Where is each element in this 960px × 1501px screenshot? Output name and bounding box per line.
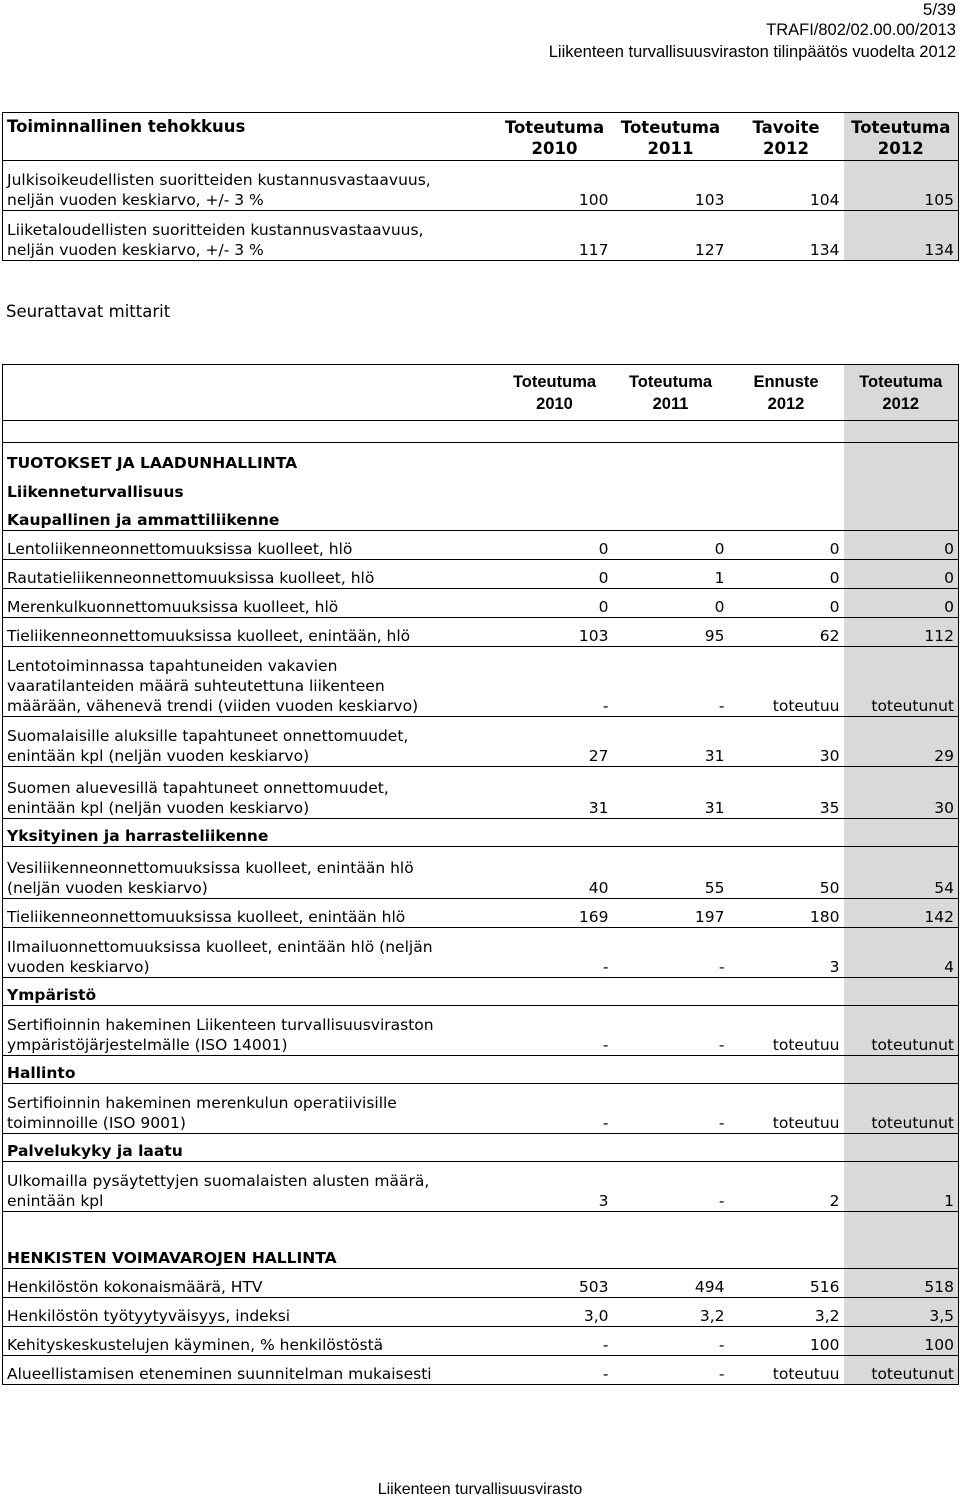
section-heading: Palvelukyky ja laatu [3, 1134, 497, 1162]
cell-value: 503 [497, 1269, 613, 1298]
cell-value: 3 [729, 928, 844, 978]
cell-value: 0 [497, 531, 613, 560]
section-title: Seurattavat mittarit [6, 302, 171, 321]
cell-value: 55 [613, 847, 729, 899]
section-heading-row [3, 1240, 959, 1269]
cell-value: - [497, 1327, 613, 1356]
section-heading-row [3, 473, 959, 502]
cell-value: 0 [613, 589, 729, 618]
table-row [3, 618, 959, 647]
table-header-row [3, 365, 959, 421]
cell-value: 0 [729, 589, 844, 618]
cell-value: - [613, 928, 729, 978]
row-label: Ilmailuonnettomuuksissa kuolleet, enintään hlö (neljän vuoden keskiarvo) [3, 928, 497, 978]
cell-value: - [497, 928, 613, 978]
cell-value: toteutunut [844, 647, 959, 717]
row-label: Lentoliikenneonnettomuuksissa kuolleet, hlö [3, 531, 497, 560]
table-row [3, 589, 959, 618]
cell-value: 112 [844, 618, 959, 647]
cell-value: 0 [497, 589, 613, 618]
document-title: Liikenteen turvallisuusviraston tilinpäätös vuodelta 2012 [548, 43, 956, 61]
page-footer: Liikenteen turvallisuusvirasto [377, 1481, 583, 1498]
cell-value: 3,0 [497, 1298, 613, 1327]
cell-value: 40 [497, 847, 613, 899]
cell-value: toteutunut [844, 1084, 959, 1134]
row-label: Tieliikenneonnettomuuksissa kuolleet, enintään hlö [3, 899, 497, 928]
row-label: Rautatieliikenneonnettomuuksissa kuolleet, hlö [3, 560, 497, 589]
table-row [3, 1269, 959, 1298]
cell-value: 117 [497, 211, 613, 261]
cell-value: 1 [613, 560, 729, 589]
column-header: Toteutuma 2012 [844, 113, 959, 161]
cell-value: 103 [613, 161, 729, 211]
cell-value: 518 [844, 1269, 959, 1298]
section-heading: Ympäristö [3, 978, 497, 1006]
cell-value: 169 [497, 899, 613, 928]
cell-value: 3,2 [613, 1298, 729, 1327]
cell-value: 29 [844, 717, 959, 767]
cell-value: 0 [844, 589, 959, 618]
cell-value: 3 [497, 1162, 613, 1212]
row-label: Merenkulkuonnettomuuksissa kuolleet, hlö [3, 589, 497, 618]
cell-value: 0 [729, 531, 844, 560]
cell-value: 197 [613, 899, 729, 928]
table-row [3, 1356, 959, 1385]
column-header: Tavoite 2012 [729, 113, 844, 161]
column-header: Toteutuma 2011 [613, 113, 729, 161]
cell-value: 35 [729, 767, 844, 819]
section-heading: Kaupallinen ja ammattiliikenne [3, 502, 497, 531]
section-heading-row [3, 443, 959, 473]
cell-value: toteutunut [844, 1356, 959, 1385]
table-row [3, 1327, 959, 1356]
cell-value: toteutunut [844, 1006, 959, 1056]
cell-value: 31 [613, 717, 729, 767]
cell-value: 95 [613, 618, 729, 647]
cell-value: 494 [613, 1269, 729, 1298]
cell-value: - [497, 1356, 613, 1385]
spacer-row [3, 1212, 959, 1240]
table-row [3, 161, 959, 211]
table-header-row [3, 113, 959, 161]
table-title: Toiminnallinen tehokkuus [3, 113, 497, 161]
table-row [3, 1162, 959, 1212]
section-heading-row [3, 819, 959, 847]
table-row [3, 531, 959, 560]
cell-value: - [613, 1327, 729, 1356]
cell-value: - [613, 1356, 729, 1385]
cell-value: - [497, 1006, 613, 1056]
cell-value: 4 [844, 928, 959, 978]
cell-value: 103 [497, 618, 613, 647]
column-header: Toteutuma 2012 [844, 365, 959, 421]
cell-value: 1 [844, 1162, 959, 1212]
cell-value: 31 [497, 767, 613, 819]
cell-value: 142 [844, 899, 959, 928]
section-heading-row [3, 1056, 959, 1084]
section-heading: Hallinto [3, 1056, 497, 1084]
cell-value: 100 [729, 1327, 844, 1356]
section-heading: Liikenneturvallisuus [7, 482, 184, 501]
section-heading: Yksityinen ja harrasteliikenne [3, 819, 497, 847]
cell-value: - [613, 1162, 729, 1212]
cell-value: toteutuu [729, 1084, 844, 1134]
row-label: Henkilöstön kokonaismäärä, HTV [3, 1269, 497, 1298]
table-row [3, 767, 959, 819]
cell-value: - [613, 647, 729, 717]
operational-efficiency-table [2, 112, 959, 261]
cell-value: toteutuu [729, 1006, 844, 1056]
table-row [3, 560, 959, 589]
column-header: Toteutuma 2010 [497, 113, 613, 161]
table-row [3, 1298, 959, 1327]
cell-value: 516 [729, 1269, 844, 1298]
cell-value: 0 [613, 531, 729, 560]
cell-value: 27 [497, 717, 613, 767]
row-label: Henkilöstön työtyytyväisyys, indeksi [3, 1298, 497, 1327]
cell-value: 62 [729, 618, 844, 647]
row-label: Lentotoiminnassa tapahtuneiden vakavien vaaratilanteiden määrä suhteutettuna liikenteen määrään, vähenevä trendi (viiden vuoden keskiarvo) [3, 647, 497, 717]
document-reference: TRAFI/802/02.00.00/2013 [766, 21, 956, 39]
row-label: Liiketaloudellisten suoritteiden kustannusvastaavuus, neljän vuoden keskiarvo, +/- 3 % [3, 211, 497, 261]
cell-value: - [497, 1084, 613, 1134]
table-row [3, 847, 959, 899]
table-row [3, 899, 959, 928]
table-row [3, 717, 959, 767]
table-row [3, 1006, 959, 1056]
cell-value: 3,5 [844, 1298, 959, 1327]
cell-value: 30 [729, 717, 844, 767]
cell-value: 127 [613, 211, 729, 261]
row-label: Kehityskeskustelujen käyminen, % henkilöstöstä [3, 1327, 497, 1356]
row-label: Ulkomailla pysäytettyjen suomalaisten alusten määrä, enintään kpl [3, 1162, 497, 1212]
cell-value: 50 [729, 847, 844, 899]
row-label: Suomen aluevesillä tapahtuneet onnettomuudet, enintään kpl (neljän vuoden keskiarvo) [3, 767, 497, 819]
cell-value: 3,2 [729, 1298, 844, 1327]
column-header: Toteutuma 2011 [613, 365, 729, 421]
cell-value: - [613, 1084, 729, 1134]
column-header: Ennuste 2012 [729, 365, 844, 421]
cell-value: toteutuu [729, 1356, 844, 1385]
row-label: Alueellistamisen eteneminen suunnitelman mukaisesti [3, 1356, 497, 1385]
cell-value: 30 [844, 767, 959, 819]
section-heading-row [3, 502, 959, 531]
spacer-row [3, 421, 959, 443]
section-heading: TUOTOKSET JA LAADUNHALLINTA [7, 453, 298, 472]
cell-value: - [497, 647, 613, 717]
cell-value: - [613, 1006, 729, 1056]
cell-value: 0 [729, 560, 844, 589]
section-heading-row [3, 978, 959, 1006]
cell-value: 0 [844, 531, 959, 560]
table-row [3, 211, 959, 261]
cell-value: 31 [613, 767, 729, 819]
cell-value: 104 [729, 161, 844, 211]
table-row [3, 928, 959, 978]
cell-value: 0 [844, 560, 959, 589]
row-label: Vesiliikenneonnettomuuksissa kuolleet, enintään hlö (neljän vuoden keskiarvo) [3, 847, 497, 899]
cell-value: 0 [497, 560, 613, 589]
cell-value: 180 [729, 899, 844, 928]
table-row [3, 1084, 959, 1134]
cell-value: 105 [844, 161, 959, 211]
cell-value: 2 [729, 1162, 844, 1212]
cell-value: 134 [729, 211, 844, 261]
cell-value: 100 [497, 161, 613, 211]
cell-value: 134 [844, 211, 959, 261]
cell-value: 100 [844, 1327, 959, 1356]
cell-value: 54 [844, 847, 959, 899]
row-label: Tieliikenneonnettomuuksissa kuolleet, enintään, hlö [3, 618, 497, 647]
row-label: Suomalaisille aluksille tapahtuneet onnettomuudet, enintään kpl (neljän vuoden keskiarvo) [3, 717, 497, 767]
row-label: Sertifioinnin hakeminen Liikenteen turvallisuusviraston ympäristöjärjestelmälle (ISO 14001) [3, 1006, 497, 1056]
cell-value: toteutuu [729, 647, 844, 717]
tracked-metrics-table [2, 364, 959, 1385]
header-empty-cell [3, 365, 497, 421]
section-heading: HENKISTEN VOIMAVAROJEN HALLINTA [3, 1240, 497, 1269]
column-header: Toteutuma 2010 [497, 365, 613, 421]
row-label: Julkisoikeudellisten suoritteiden kustannusvastaavuus, neljän vuoden keskiarvo, +/- 3 % [3, 161, 497, 211]
table-row [3, 647, 959, 717]
page-number: 5/39 [922, 0, 956, 19]
section-heading-row [3, 1134, 959, 1162]
row-label: Sertifioinnin hakeminen merenkulun operatiivisille toiminnoille (ISO 9001) [3, 1084, 497, 1134]
